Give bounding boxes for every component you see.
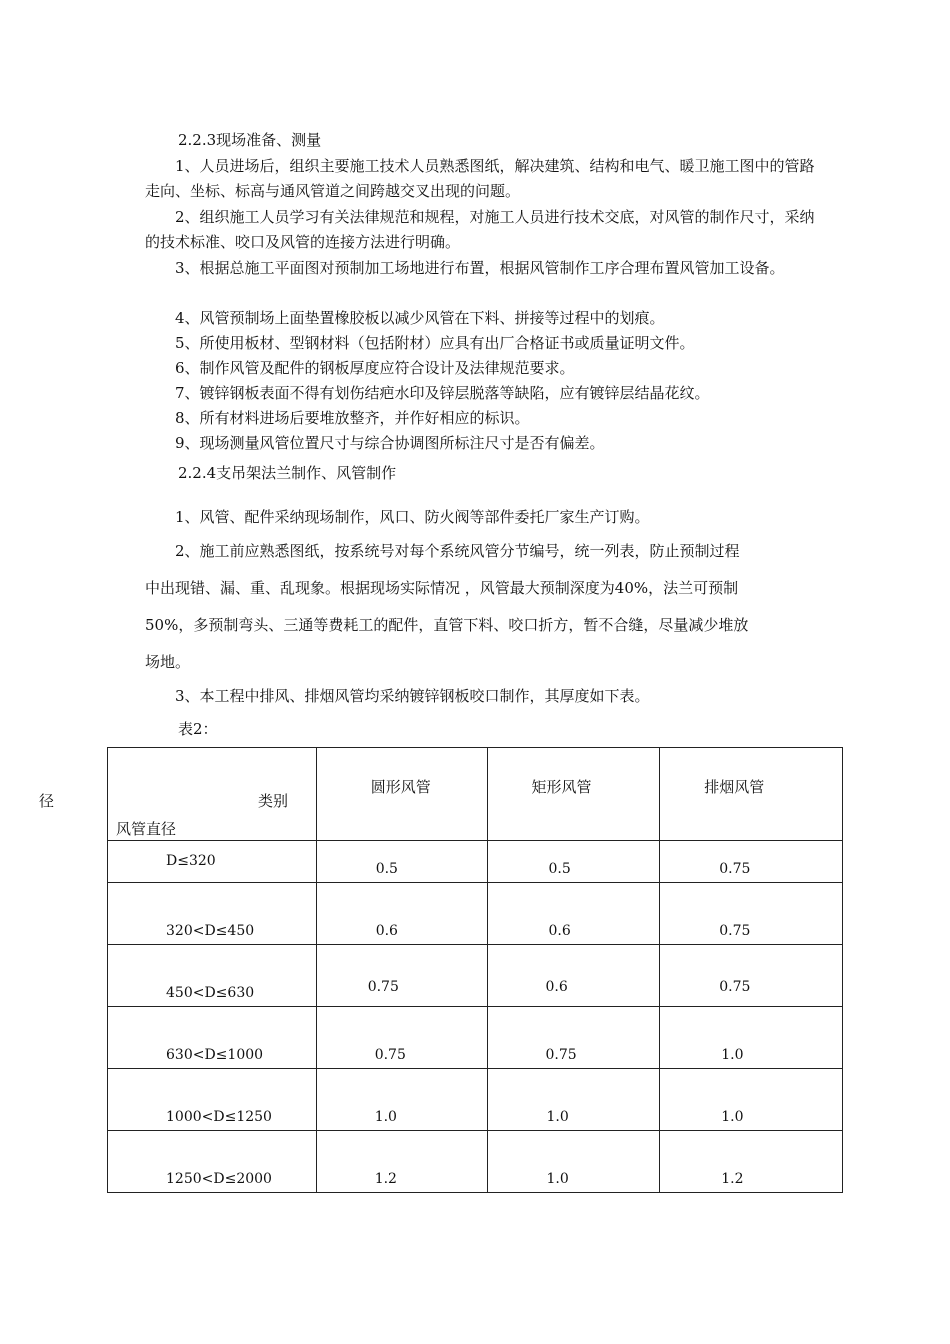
value-text: 0.6 (375, 923, 398, 939)
value-cell (488, 1007, 660, 1069)
value-text: 0.75 (545, 1047, 577, 1063)
header-label: 矩形风管 (531, 778, 592, 796)
thickness-table (107, 747, 843, 1193)
stray-character: 径 (39, 792, 55, 810)
table-row (108, 1131, 843, 1193)
corner-header-cell (108, 748, 317, 841)
value-cell (316, 883, 488, 945)
range-cell (108, 945, 317, 1007)
header-label: 排烟风管 (704, 778, 765, 796)
value-cell (316, 1069, 488, 1131)
value-text: 0.5 (548, 861, 571, 877)
range-text: D≤320 (166, 853, 216, 869)
item-9: 9、现场测量风管位置尺寸与综合协调图所标注尺寸是否有偏差。 (175, 434, 605, 452)
table-caption: 表2： (178, 720, 218, 738)
range-cell (108, 841, 317, 883)
value-text: 1.0 (721, 1047, 744, 1063)
value-cell (316, 945, 488, 1007)
item-4: 4、风管预制场上面垫置橡胶板以减少风管在下料、拼接等过程中的划痕。 (175, 309, 665, 327)
table-row (108, 1069, 843, 1131)
item-3: 3、根据总施工平面图对预制加工场地进行布置，根据风管制作工序合理布置风管加工设备。 (175, 259, 785, 277)
header-smoke-duct (660, 748, 843, 841)
value-text: 0.75 (374, 1047, 406, 1063)
value-text: 0.75 (719, 979, 751, 995)
range-cell (108, 1069, 317, 1131)
header-rect-duct (488, 748, 660, 841)
value-text: 0.75 (719, 861, 751, 877)
item-1: 1、人员进场后，组织主要施工技术人员熟悉图纸，解决建筑、结构和电气、暖卫施工图中的管路走向、坐标、标高与通风管道之间跨越交叉出现的问题。 (145, 157, 815, 200)
section-224-para-1: 1、风管、配件采纳现场制作，风口、防火阀等部件委托厂家生产订购。 (175, 508, 650, 526)
section-223-heading: 2.2.3现场准备、测量 (178, 131, 322, 149)
value-cell (488, 1069, 660, 1131)
range-text: 1000<D≤1250 (166, 1109, 272, 1125)
value-text: 0.6 (548, 923, 571, 939)
range-cell (108, 1131, 317, 1193)
value-cell (488, 841, 660, 883)
range-text: 630<D≤1000 (166, 1047, 264, 1063)
range-cell (108, 883, 317, 945)
value-text: 1.0 (546, 1171, 569, 1187)
item-2: 2、组织施工人员学习有关法律规范和规程，对施工人员进行技术交底，对风管的制作尺寸，采纳的技术标准、咬口及风管的连接方法进行明确。 (145, 208, 815, 251)
table-row (108, 841, 843, 883)
value-text: 1.0 (721, 1109, 744, 1125)
value-cell (660, 841, 843, 883)
range-cell (108, 1007, 317, 1069)
header-label: 圆形风管 (370, 778, 431, 796)
value-text: 0.6 (545, 979, 568, 995)
range-text: 320<D≤450 (166, 923, 255, 939)
item-6: 6、制作风管及配件的钢板厚度应符合设计及法律规范要求。 (175, 359, 575, 377)
section-224-para-2-line-2: 中出现错、漏、重、乱现象。根据现场实际情况 ，风管最大预制深度为40%，法兰可预制 (145, 579, 739, 597)
value-cell (316, 1007, 488, 1069)
value-cell (488, 1131, 660, 1193)
value-cell (660, 1131, 843, 1193)
value-text: 1.0 (374, 1109, 397, 1125)
table-header-row (108, 748, 843, 841)
value-text: 1.0 (546, 1109, 569, 1125)
value-cell (660, 945, 843, 1007)
value-cell (488, 883, 660, 945)
value-cell (660, 883, 843, 945)
corner-header-diameter: 风管直径 (116, 820, 177, 838)
value-text: 0.75 (367, 979, 399, 995)
value-cell (316, 1131, 488, 1193)
section-224-para-2-line-4: 场地。 (145, 653, 191, 671)
table-row (108, 1007, 843, 1069)
table-row (108, 945, 843, 1007)
section-224-para-3: 3、本工程中排风、排烟风管均采纳镀锌钢板咬口制作，其厚度如下表。 (175, 687, 650, 705)
value-cell (660, 1069, 843, 1131)
value-cell (488, 945, 660, 1007)
item-5: 5、所使用板材、型钢材料（包括附材）应具有出厂合格证书或质量证明文件。 (175, 334, 695, 352)
range-text: 1250<D≤2000 (166, 1171, 272, 1187)
range-text: 450<D≤630 (166, 985, 255, 1001)
section-224-heading: 2.2.4支吊架法兰制作、风管制作 (178, 464, 397, 482)
header-round-duct (316, 748, 488, 841)
value-cell (660, 1007, 843, 1069)
value-cell (316, 841, 488, 883)
value-text: 0.75 (719, 923, 751, 939)
value-text: 0.5 (375, 861, 398, 877)
value-text: 1.2 (721, 1171, 744, 1187)
section-224-para-2-line-1: 2、施工前应熟悉图纸，按系统号对每个系统风管分节编号，统一列表，防止预制过程 (175, 542, 740, 560)
item-7: 7、镀锌钢板表面不得有划伤结疤水印及锌层脱落等缺陷，应有镀锌层结晶花纹。 (175, 384, 710, 402)
value-text: 1.2 (374, 1171, 397, 1187)
item-8: 8、所有材料进场后要堆放整齐，并作好相应的标识。 (175, 409, 530, 427)
corner-header-category: 类别 (258, 792, 289, 810)
table-row (108, 883, 843, 945)
section-224-para-2-line-3: 50%，多预制弯头、三通等费耗工的配件，直管下料、咬口折方，暂不合缝，尽量减少堆放 (145, 616, 749, 634)
